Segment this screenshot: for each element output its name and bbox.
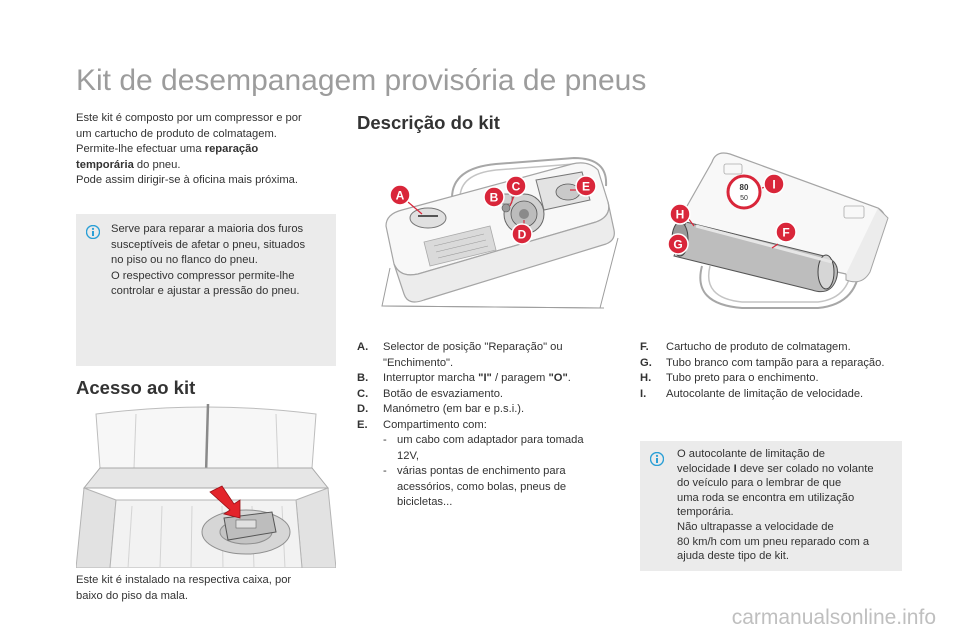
item-label: F.	[640, 341, 649, 353]
list-item	[357, 402, 607, 418]
item-text: Cartucho de produto de colmatagem.	[666, 341, 851, 353]
item-text: Manómetro (em bar e p.s.i.).	[383, 403, 525, 415]
info-bold: I	[733, 462, 737, 475]
intro-line: Pode assim dirigir-se à oficina mais próxima.	[76, 174, 298, 186]
callout-label: A	[395, 188, 405, 203]
callout-B	[484, 187, 504, 207]
speed-sign-bottom: 50	[740, 195, 748, 202]
page-title: Kit de desempanagem provisória de pneus	[76, 64, 647, 97]
intro-text: Permite-lhe efectuar uma	[76, 143, 205, 155]
intro-paragraph	[76, 111, 338, 189]
callout-label: D	[517, 227, 527, 242]
sub-list-item	[383, 464, 607, 511]
trunk-illustration	[76, 404, 336, 568]
access-heading: Acesso ao kit	[76, 377, 196, 398]
items-list-left	[357, 340, 607, 511]
info-line: ajuda deste tipo de kit.	[677, 550, 789, 563]
item-text: Botão de esvaziamento.	[383, 387, 504, 400]
watermark: carmanualsonline.info	[731, 606, 936, 629]
intro-line	[76, 142, 338, 158]
item-text: Autocolante de limitação de velocidade.	[666, 387, 864, 400]
info-line: no piso ou no flanco do pneu.	[111, 254, 258, 266]
info-line: do veículo para o lembrar de que	[677, 477, 842, 490]
list-item	[640, 356, 890, 372]
sub-text: um cabo com adaptador para tomada 12V,	[397, 434, 584, 462]
info-line: 80 km/h com um pneu reparado com a	[677, 535, 870, 548]
access-caption	[76, 573, 338, 604]
info-line: Serve para reparar a maioria dos furos	[111, 223, 304, 235]
list-item	[640, 371, 890, 387]
list-item	[357, 387, 607, 403]
info-line: controlar e ajustar a pressão do pneu.	[111, 285, 300, 297]
item-label: E.	[357, 418, 368, 431]
item-text: Selector de posição "Reparação" ou "Enchimento".	[383, 341, 563, 369]
item-label: I.	[640, 387, 647, 400]
info-left-text	[111, 222, 331, 300]
info-box-left	[76, 214, 336, 366]
info-line: Não ultrapasse a velocidade de	[677, 520, 834, 533]
item-label: H.	[640, 372, 652, 384]
list-item	[357, 340, 607, 371]
info-line: temporária.	[677, 506, 734, 519]
compressor-illustration	[378, 150, 626, 320]
speed-sign-top: 80	[739, 183, 749, 192]
info-line	[677, 462, 899, 477]
intro-bold: temporária	[76, 158, 134, 171]
item-text-bold: "O"	[548, 372, 568, 384]
item-text-part: / paragem	[491, 372, 549, 384]
sub-list-item	[383, 433, 607, 464]
item-text: Tubo branco com tampão para a reparação.	[666, 356, 885, 369]
item-label: B.	[357, 372, 369, 384]
callout-label: E	[581, 179, 591, 194]
callout-label: G	[673, 237, 683, 252]
intro-line	[76, 158, 338, 174]
info-box-right	[640, 441, 902, 571]
sub-dash: -	[383, 465, 387, 477]
info-text: deve ser colado no volante	[736, 462, 874, 475]
item-text: Tubo preto para o enchimento.	[666, 372, 819, 384]
info-line: O respectivo compressor permite-lhe	[111, 269, 295, 282]
list-item	[640, 387, 890, 403]
callout-label: B	[489, 190, 499, 205]
info-icon	[86, 225, 100, 239]
callout-label: I	[772, 177, 776, 192]
list-item	[357, 371, 607, 387]
item-label: D.	[357, 403, 369, 415]
item-label: A.	[357, 341, 369, 353]
list-item	[640, 340, 890, 356]
caption-line: Este kit é instalado na respectiva caixa, por	[76, 574, 292, 586]
item-label: C.	[357, 387, 369, 400]
info-right-text	[677, 447, 899, 564]
list-item	[357, 418, 607, 434]
sub-text: várias pontas de enchimento para acessórios, como bolas, pneus de bicicletas...	[397, 465, 567, 508]
intro-text: do pneu.	[133, 158, 181, 171]
info-text: velocidade	[677, 462, 734, 475]
item-text-part: Interruptor marcha	[383, 372, 479, 384]
intro-line: Este kit é composto por um compressor e por	[76, 112, 302, 124]
description-heading: Descrição do kit	[357, 112, 500, 133]
item-text	[383, 371, 607, 387]
intro-bold: reparação	[204, 143, 259, 155]
item-text-part: .	[567, 372, 571, 384]
callout-label: C	[511, 179, 521, 194]
item-label: G.	[640, 356, 652, 369]
cartridge-illustration	[646, 148, 890, 324]
callout-label: H	[675, 207, 685, 222]
info-line: uma roda se encontra em utilização	[677, 491, 855, 504]
item-text: Compartimento com:	[383, 418, 487, 431]
sub-dash: -	[383, 434, 387, 446]
info-line: susceptíveis de afetar o pneu, situados	[111, 238, 306, 251]
item-text-bold: "I"	[478, 372, 492, 384]
callout-G	[668, 234, 688, 254]
info-line: O autocolante de limitação de	[677, 448, 826, 460]
callout-label: F	[782, 225, 790, 240]
info-icon	[650, 452, 664, 466]
intro-line: um cartucho de produto de colmatagem.	[76, 127, 277, 140]
caption-line: baixo do piso da mala.	[76, 589, 188, 602]
items-list-right	[640, 340, 890, 402]
